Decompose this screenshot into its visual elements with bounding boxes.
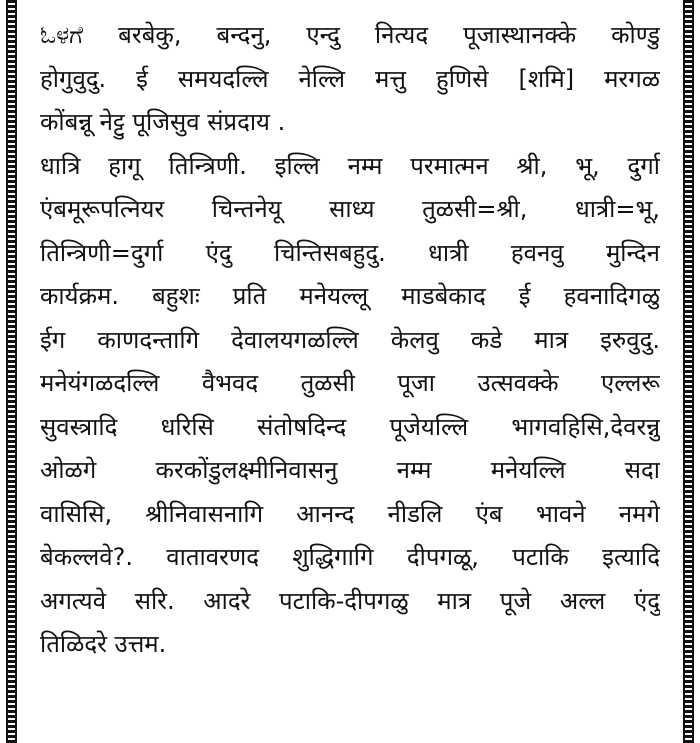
text-line: कोंबन्नू नेट्टु पूजिसुव संप्रदाय . [40, 108, 286, 136]
text-line: सुवस्त्रादि धरिसि संतोषदिन्द पूजेयल्लि भागवहिसि,देवरन्नु [40, 412, 660, 441]
text-line: बेकल्लवे?. वातावरणद शुद्धिगागि दीपगळू, पटाकि इत्यादि [40, 543, 660, 571]
text-line: कार्यक्रम. बहुशः प्रति मनेयल्लू माडबेकाद ई हवनादिगळु [40, 282, 660, 310]
text-line: तिन्त्रिणी=दुर्गा एंदु चिन्तिसबहुदु. धात्री हवनवु मुन्दिन [40, 238, 660, 267]
text-line: धात्रि हागू तिन्त्रिणी. इल्लि नम्म परमात्मन श्री, भू, दुर्गा [40, 151, 660, 180]
text-line: अगत्यवे सरि. आदरे पटाकि-दीपगळु मात्र पूजे अल्ल एंदु [40, 586, 660, 615]
left-decorative-border [6, 0, 17, 743]
text-line: ईग काणदन्तागि देवालयगळल्लि केलवु कडे मात्र इरुवुदु. [40, 325, 660, 354]
text-line: तिळिदरे उत्तम. [40, 630, 167, 658]
text-line: वासिसि, श्रीनिवासनागि आनन्द नीडलि एंब भावने नमगे [40, 499, 660, 528]
text-line: ಓಳಗೆ बरबेकु, बन्दनु, एन्दु नित्यद पूजास्थानक्के कोण्डु [40, 21, 660, 49]
text-line: होगुवुदु. ई समयदल्लि नेल्लि मत्तु हुणिसे [शमि] मरगळ [40, 64, 660, 93]
document-text [40, 14, 660, 667]
text-line: एंबमूरूपत्नियर चिन्तनेयू साध्य तुळसी=श्री, धात्री=भू, [40, 195, 660, 223]
text-line: ओळगे करकोंडुलक्ष्मीनिवासनु नम्म मनेयल्लि सदा [40, 456, 660, 484]
right-decorative-border [683, 0, 694, 743]
text-line: मनेयंगळदल्लि वैभवद तुळसी पूजा उत्सवक्के एल्लरू [40, 369, 660, 397]
